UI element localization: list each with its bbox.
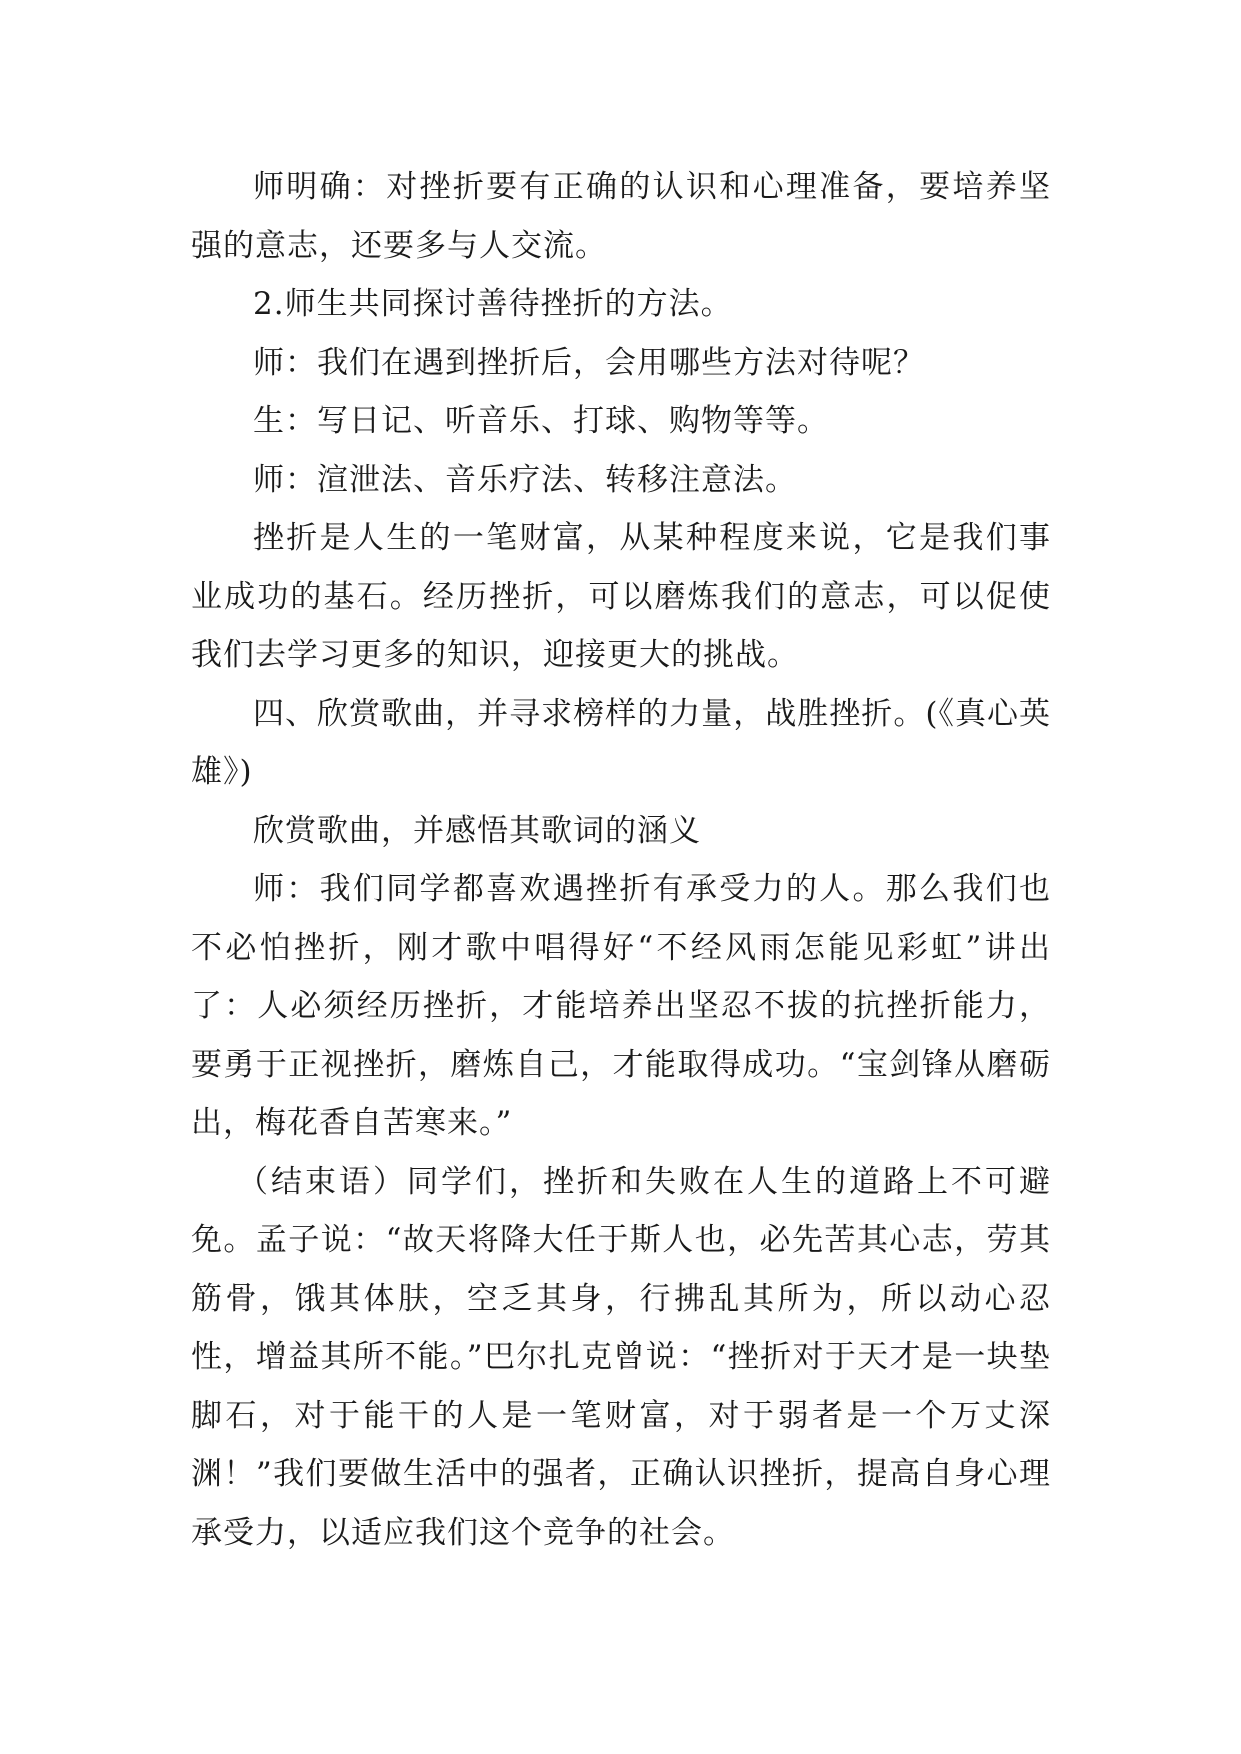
closing-remarks: （结束语）同学们，挫折和失败在人生的道路上不可避免。孟子说：“故天将降大任于斯人也，必先苦其心志，劳其筋骨，饿其体肤，空乏其身，行拂乱其所为，所以动心忍性，增益其所不能。”巴尔扎克曾说：“挫折对于天才是一块垫脚石，对于能干的人是一笔财富，对于弱者是一个万丈深渊！”我们要做生活中的强者，正确认识挫折，提高自身心理承受力，以适应我们这个竞争的社会。 (191, 1163, 1051, 1551)
paragraph: 2.师生共同探讨善待挫折的方法。 (253, 286, 733, 322)
paragraph: 生：写日记、听音乐、打球、购物等等。 (253, 403, 829, 439)
paragraph: 挫折是人生的一笔财富，从某种程度来说，它是我们事业成功的基石。经历挫折，可以磨炼我们的意志，可以促使我们去学习更多的知识，迎接更大的挑战。 (191, 520, 1051, 673)
paragraph: 欣赏歌曲，并感悟其歌词的涵义 (253, 812, 701, 849)
paragraph: 师明确：对挫折要有正确的认识和心理准备，要培养坚强的意志，还要多与人交流。 (191, 169, 1051, 264)
section-heading: 四、欣赏歌曲，并寻求榜样的力量，战胜挫折。(《真心英雄》) (191, 695, 1051, 790)
paragraph: 师：渲泄法、音乐疗法、转移注意法。 (253, 461, 797, 498)
paragraph: 师：我们同学都喜欢遇挫折有承受力的人。那么我们也不必怕挫折，刚才歌中唱得好“不经风雨怎能见彩虹”讲出了：人必须经历挫折，才能培养出坚忍不拔的抗挫折能力，要勇于正视挫折，磨炼自己，才能取得成功。“宝剑锋从磨砺出，梅花香自苦寒来。” (191, 871, 1051, 1141)
paragraph: 师：我们在遇到挫折后，会用哪些方法对待呢？ (253, 344, 925, 381)
document-body (191, 158, 1051, 1562)
